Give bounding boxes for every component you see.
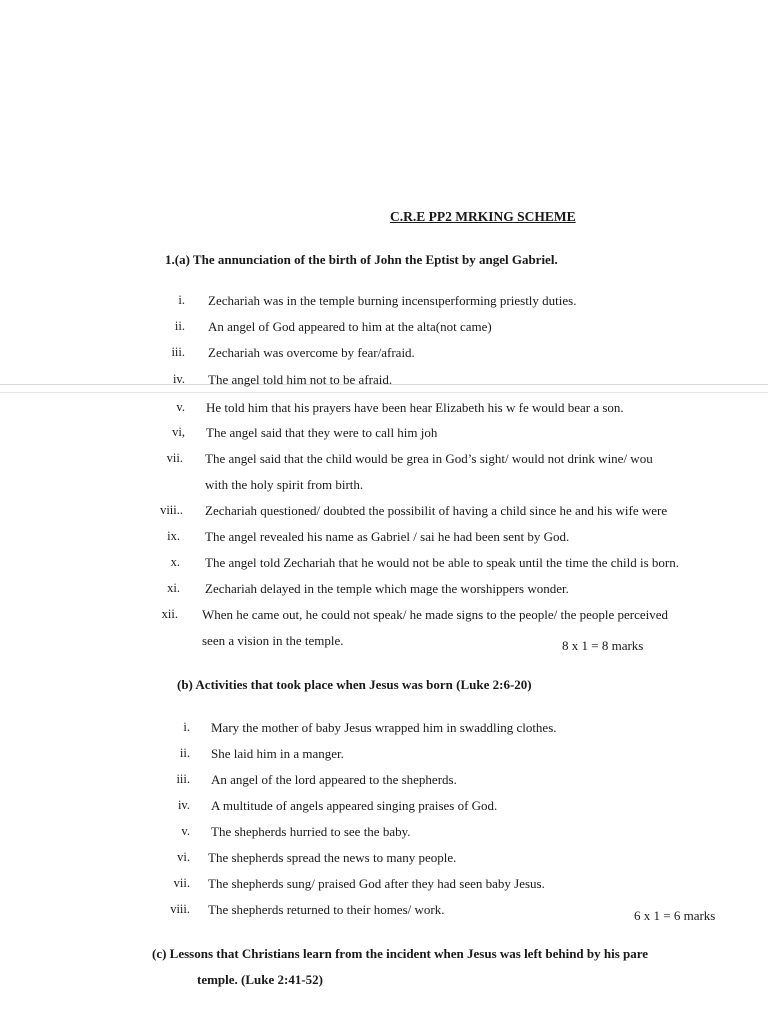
list-item: The angel said that they were to call him joh	[206, 425, 438, 440]
list-item-number: ix.	[167, 529, 180, 543]
list-item-continuation: seen a vision in the temple.	[202, 633, 344, 648]
list-item-number: vi,	[172, 425, 185, 439]
list-item: The angel said that the child would be grea in God’s sight/ would not drink wine/ wou	[205, 451, 653, 466]
list-item-number: ii.	[179, 746, 190, 760]
list-item-continuation: with the holy spirit from birth.	[205, 477, 364, 492]
question-1a-heading: 1.(a) The annunciation of the birth of John the Eptist by angel Gabriel.	[165, 252, 558, 267]
list-item: The shepherds hurried to see the baby.	[211, 824, 411, 839]
list-item: Mary the mother of baby Jesus wrapped him in swaddling clothes.	[211, 720, 557, 735]
marks-allocation: 8 x 1 = 8 marks	[562, 638, 644, 653]
list-item-number: i.	[183, 720, 190, 734]
list-item: Zechariah questioned/ doubted the possibilit of having a child since he and his wife were	[205, 503, 668, 518]
question-1c-heading: (c) Lessons that Christians learn from the incident when Jesus was left behind by his pare	[152, 946, 649, 961]
list-item-number: iv.	[172, 372, 185, 386]
list-item-number: vi.	[177, 850, 190, 864]
scan-artifact-line	[0, 392, 768, 393]
list-item: He told him that his prayers have been hear Elizabeth his w fe would bear a son.	[206, 400, 624, 415]
list-item-number: iv.	[177, 798, 190, 812]
list-item-number: iii.	[171, 345, 185, 359]
list-item-number: ii.	[174, 319, 185, 333]
list-item-number: viii.	[170, 902, 190, 916]
list-item-number: viii..	[160, 503, 183, 517]
list-item-number: iii.	[176, 772, 190, 786]
list-item-number: vii.	[173, 876, 190, 890]
marks-allocation: 6 x 1 = 6 marks	[634, 908, 716, 923]
list-item: The angel told Zechariah that he would not be able to speak until the time the child is born.	[205, 555, 680, 570]
list-item-number: i.	[178, 293, 185, 307]
list-item-number: xii.	[161, 607, 178, 621]
list-item: The angel told him not to be afraid.	[208, 372, 393, 387]
list-item-number: v.	[176, 400, 185, 414]
list-item: Zechariah was overcome by fear/afraid.	[208, 345, 415, 360]
list-item: An angel of God appeared to him at the alta(not came)	[208, 319, 492, 334]
list-item: The angel revealed his name as Gabriel / sai he had been sent by God.	[205, 529, 570, 544]
list-item: Zechariah delayed in the temple which mage the worshippers wonder.	[205, 581, 569, 596]
list-item: A multitude of angels appeared singing praises of God.	[211, 798, 498, 813]
list-item: An angel of the lord appeared to the shepherds.	[211, 772, 457, 787]
list-item-number: xi.	[167, 581, 180, 595]
question-1c-heading-continuation: temple. (Luke 2:41-52)	[197, 972, 324, 987]
question-1b-heading: (b) Activities that took place when Jesus was born (Luke 2:6-20)	[177, 677, 532, 692]
list-item: The shepherds sung/ praised God after they had seen baby Jesus.	[208, 876, 545, 891]
list-item-number: v.	[181, 824, 190, 838]
list-item-number: x.	[170, 555, 180, 569]
list-item: Zechariah was in the temple burning incensɩperforming priestly duties.	[208, 293, 577, 308]
list-item-number: vii.	[166, 451, 183, 465]
list-item: When he came out, he could not speak/ he made signs to the people/ the people perceived	[202, 607, 669, 622]
document-title: C.R.E PP2 MRKING SCHEME	[390, 209, 576, 224]
list-item: The shepherds returned to their homes/ work.	[208, 902, 445, 917]
list-item: The shepherds spread the news to many people.	[208, 850, 457, 865]
list-item: She laid him in a manger.	[211, 746, 344, 761]
